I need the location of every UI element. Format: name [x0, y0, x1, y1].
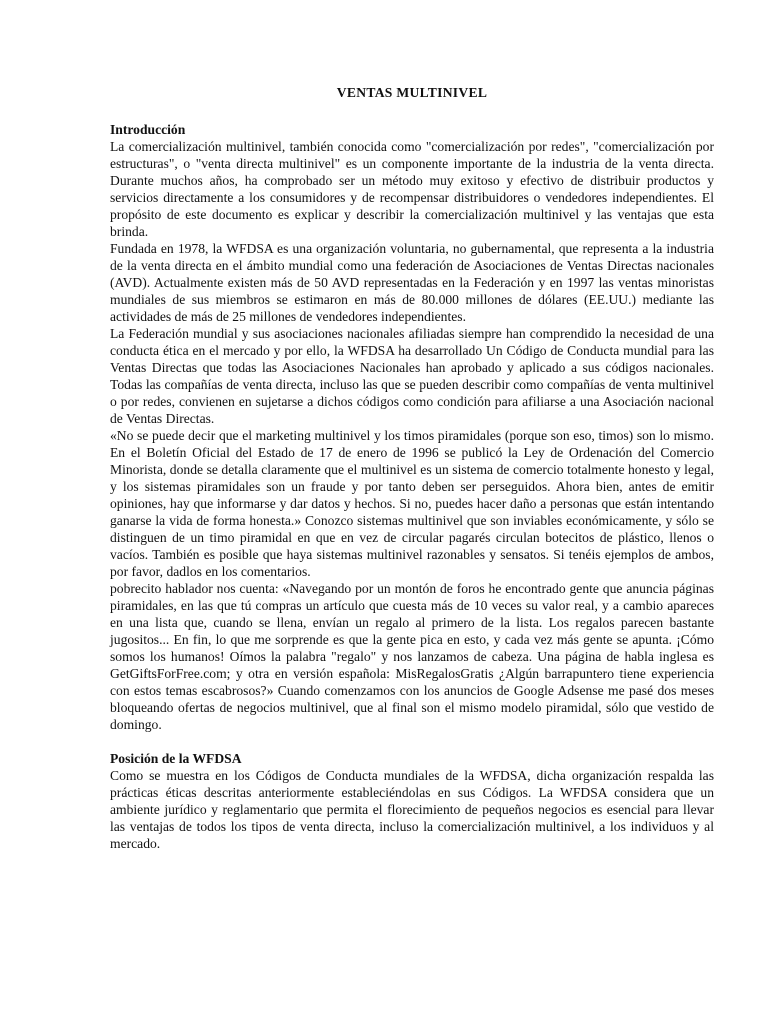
paragraph: La comercialización multinivel, también conocida como "comercialización por redes", "comercialización por estructuras", o "venta directa multinivel" es un componente importante de la industria de la venta directa. Durante muchos años, ha comprobado ser un método muy exitoso y efectivo de distribuir productos y servicios directamente a los consumidores y de recompensar distribuidores o vendedores independientes. El propósito de este documento es explicar y describir la comercialización multinivel y las ventajas que esta brinda.	[110, 139, 714, 239]
document-title: VENTAS MULTINIVEL	[336, 85, 488, 100]
document-page	[110, 84, 714, 852]
section-introduccion	[110, 121, 714, 733]
section-posicion-wfdsa	[110, 750, 714, 852]
paragraph: Como se muestra en los Códigos de Conducta mundiales de la WFDSA, dicha organización respalda las prácticas éticas descritas anteriormente estableciéndolas en sus Códigos. La WFDSA considera que un ambiente jurídico y reglamentario que permita el florecimiento de pequeños negocios es esencial para llevar las ventajas de todos los tipos de venta directa, incluso la comercialización multinivel, a los individuos y al mercado.	[110, 768, 714, 851]
paragraph: «No se puede decir que el marketing multinivel y los timos piramidales (porque son eso, timos) son lo mismo. En el Boletín Oficial del Estado de 17 de enero de 1996 se publicó la Ley de Ordenación del Comercio Minorista, donde se detalla claramente que el multinivel es un sistema de comercio totalmente honesto y legal, y los sistemas piramidales son un fraude y por tanto deben ser perseguidos. Ahora bien, antes de emitir opiniones, hay que informarse y dar datos y hechos. Si no, puedes hacer daño a personas que están intentando ganarse la vida de forma honesta.» Conozco sistemas multinivel que son inviables económicamente, y sólo se distinguen de un timo piramidal en que en vez de circular pagarés circulan botecitos de plástico, llenos o vacíos. También es posible que haya sistemas multinivel razonables y sensatos. Si tenéis ejemplos de ambos, por favor, dadlos en los comentarios.	[110, 428, 714, 579]
section-spacer	[110, 733, 714, 750]
paragraph: La Federación mundial y sus asociaciones nacionales afiliadas siempre han comprendido la necesidad de una conducta ética en el mercado y por ello, la WFDSA ha desarrollado Un Código de Conducta mundial para las Ventas Directas que todas las Asociaciones Nacionales han aprobado y aplicado a sus códigos nacionales. Todas las compañías de venta directa, incluso las que se pueden describir como compañías de venta multinivel o por redes, convienen en sujetarse a dichos códigos como condición para afiliarse a una Asociación nacional de Ventas Directas.	[110, 326, 714, 426]
paragraph: pobrecito hablador nos cuenta: «Navegando por un montón de foros he encontrado gente que anuncia páginas piramidales, en las que tú compras un artículo que cuesta más de 10 veces su valor real, y a cambio apareces en una lista que, cuando se llena, envían un regalo al primero de la lista. Los regalos parecen bastante jugositos... En fin, lo que me sorprende es que la gente pica en esto, y cada vez más gente se apunta. ¡Cómo somos los humanos! Oímos la palabra "regalo" y nos lanzamos de cabeza. Una página de habla inglesa es GetGiftsForFree.com; y otra en versión española: MisRegalosGratis ¿Algún barrapuntero tiene experiencia con estos temas escabrosos?» Cuando comenzamos con los anuncios de Google Adsense me pasé dos meses bloqueando ofertas de negocios multinivel, que al final son el mismo modelo piramidal, sólo que vestido de domingo.	[110, 581, 714, 732]
section-heading: Introducción	[110, 122, 186, 137]
section-heading: Posición de la WFDSA	[110, 751, 242, 766]
paragraph: Fundada en 1978, la WFDSA es una organización voluntaria, no gubernamental, que representa a la industria de la venta directa en el ámbito mundial como una federación de Asociaciones de Ventas Directas nacionales (AVD). Actualmente existen más de 50 AVD representadas en la Federación y en 1997 las ventas minoristas mundiales de sus miembros se estimaron en más de 80.000 millones de dólares (EE.UU.) mediante las actividades de más de 25 millones de vendedores independientes.	[110, 241, 714, 324]
